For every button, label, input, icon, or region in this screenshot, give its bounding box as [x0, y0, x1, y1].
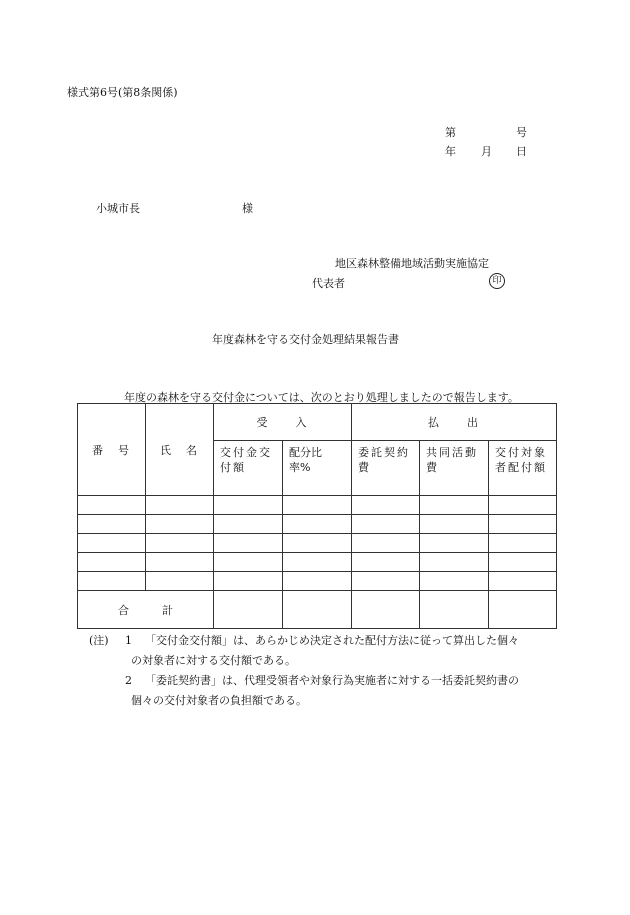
header-target-distribution: [489, 441, 557, 496]
table-cell: [420, 591, 489, 629]
table-cell: [146, 534, 214, 553]
header-ratio: [283, 441, 352, 496]
table-cell: [283, 553, 352, 572]
table-cell: [352, 572, 420, 591]
total-label: 合 計: [78, 591, 214, 629]
table-row: [78, 515, 557, 534]
header-grant-amount: [214, 441, 283, 496]
table-row: [78, 572, 557, 591]
header-consign-fee: [352, 441, 420, 496]
table-cell: [78, 496, 146, 515]
table-cell: [214, 534, 283, 553]
table-cell: [146, 496, 214, 515]
table-cell: [420, 515, 489, 534]
table-row: [78, 534, 557, 553]
table-cell: [146, 572, 214, 591]
table-cell: [352, 496, 420, 515]
table-cell: [78, 572, 146, 591]
table-cell: [420, 496, 489, 515]
doc-number-prefix: 第: [445, 126, 456, 139]
header-grant-amount-text: 交付金交付額: [220, 446, 272, 474]
table-cell: [283, 534, 352, 553]
addressee-name: 小城市長: [96, 202, 140, 215]
date-day: 日: [516, 145, 527, 158]
header-ratio-text: 配分比率%: [289, 446, 322, 474]
header-joint-activity-text: 共同活動費: [426, 446, 478, 474]
document-title: 年度森林を守る交付金処理結果報告書: [212, 333, 399, 346]
total-row: [78, 591, 557, 629]
table-cell: [489, 591, 557, 629]
table-cell: [78, 553, 146, 572]
table-cell: [283, 496, 352, 515]
header-name: 氏 名: [146, 404, 214, 496]
table-cell: [146, 515, 214, 534]
intro-text: 年度の森林を守る交付金については、次のとおり処理しましたので報告します。: [124, 391, 519, 404]
table-row: [78, 496, 557, 515]
table-row: [78, 553, 557, 572]
table-cell: [214, 496, 283, 515]
seal-stamp-icon: 印: [489, 273, 505, 289]
table-cell: [352, 515, 420, 534]
representative-label: 代表者: [312, 277, 345, 290]
table-cell: [420, 553, 489, 572]
note-2-text: 「委託契約書」は、代理受領者や対象行為実施者に対する一括委託契約書の: [145, 674, 519, 687]
header-target-distribution-text: 交付対象者配付額: [495, 446, 547, 474]
table-cell: [489, 572, 557, 591]
header-number: 番 号: [78, 404, 146, 496]
note-1-number: 1: [125, 634, 132, 647]
note-1-continuation: の対象者に対する交付額である。: [131, 654, 296, 667]
header-receipt-group: 受 入: [214, 404, 352, 441]
table-cell: [420, 572, 489, 591]
table-cell: [352, 553, 420, 572]
table-cell: [352, 534, 420, 553]
note-2-number: 2: [125, 674, 132, 687]
doc-number-suffix: 号: [516, 126, 527, 139]
report-table: [77, 403, 557, 629]
table-cell: [283, 591, 352, 629]
table-cell: [214, 572, 283, 591]
table-cell: [489, 534, 557, 553]
table-cell: [420, 534, 489, 553]
header-consign-fee-text: 委託契約費: [358, 446, 410, 474]
table-cell: [214, 591, 283, 629]
table-cell: [489, 496, 557, 515]
table-cell: [489, 515, 557, 534]
table-cell: [146, 553, 214, 572]
table-cell: [489, 553, 557, 572]
note-1-text: 「交付金交付額」は、あらかじめ決定された配付方法に従って算出した個々: [145, 634, 519, 647]
note-2-continuation: 個々の交付対象者の負担額である。: [131, 694, 307, 707]
table-cell: [214, 553, 283, 572]
sender-organization: 地区森林整備地域活動実施協定: [335, 257, 489, 270]
table-cell: [78, 534, 146, 553]
notes-label: (注): [89, 634, 109, 647]
form-number: 様式第6号(第8条関係): [67, 86, 178, 99]
addressee-honorific: 様: [242, 202, 253, 215]
table-cell: [283, 515, 352, 534]
header-payment-group: 払 出: [352, 404, 557, 441]
table-cell: [214, 515, 283, 534]
table-cell: [283, 572, 352, 591]
date-month: 月: [481, 145, 492, 158]
header-joint-activity: [420, 441, 489, 496]
table-cell: [352, 591, 420, 629]
date-year: 年: [445, 145, 456, 158]
table-cell: [78, 515, 146, 534]
